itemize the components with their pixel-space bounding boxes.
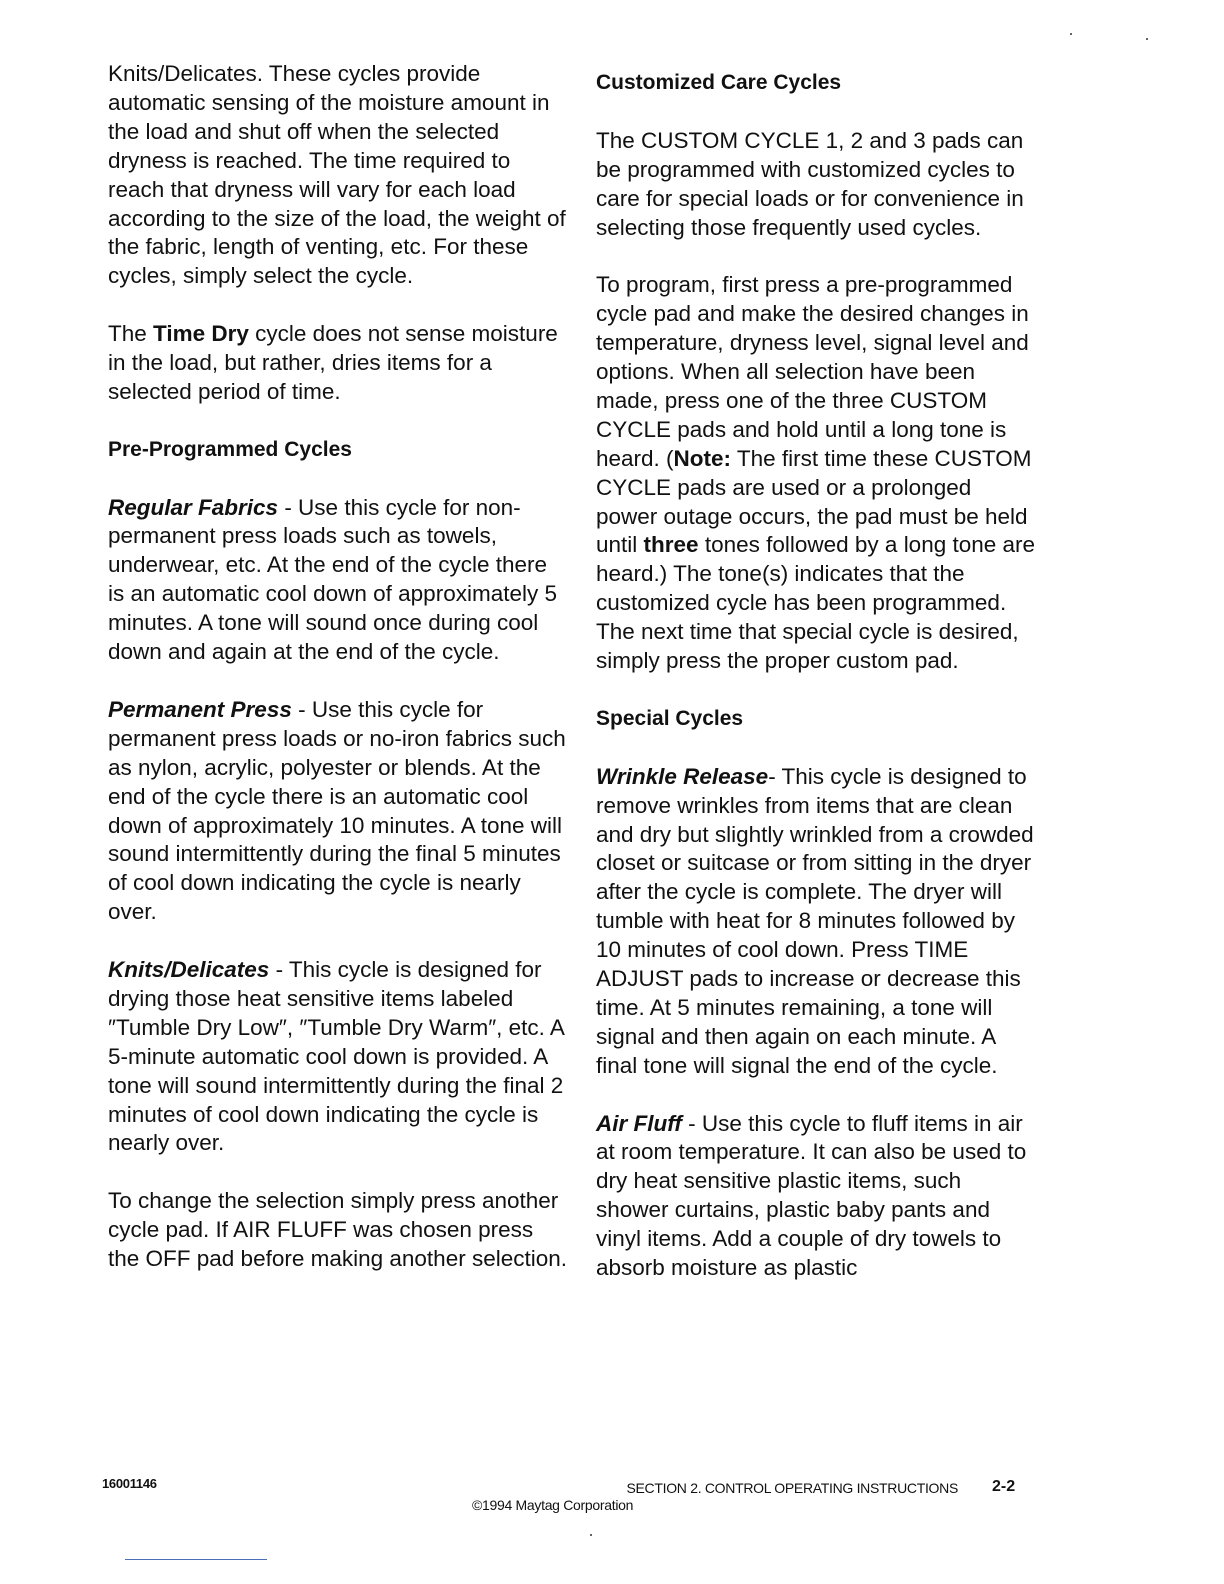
customized-care-heading: Customized Care Cycles bbox=[596, 71, 842, 94]
wrinkle-release-paragraph bbox=[596, 763, 1036, 1081]
time-dry-paragraph bbox=[108, 320, 568, 407]
air-fluff-term: Air Fluff bbox=[596, 1110, 682, 1136]
permanent-press-text: - Use this cycle for permanent press loads or no-iron fabrics such as nylon, acrylic, polyester or blends. At the end of the cycle there is an automatic cool down of approximately 10 minutes. A tone will sound intermittently during the final 5 minutes of cool down indicating the cycle is nearly over. bbox=[108, 696, 566, 925]
section-title: SECTION 2. CONTROL OPERATING INSTRUCTIONS bbox=[626, 1480, 958, 1496]
custom-cycle-paragraph: The CUSTOM CYCLE 1, 2 and 3 pads can be programmed with customized cycles to care for special loads or for convenience in selecting those frequently used cycles. bbox=[596, 127, 1024, 240]
intro-paragraph: Knits/Delicates. These cycles provide automatic sensing of the moisture amount in the load and shut off when the selected dryness is reached. The time required to reach that dryness will vary for each load according to the size of the load, the weight of the fabric, length of venting, etc. For these cycles, simply select the cycle. bbox=[108, 61, 566, 289]
knits-delicates-text: - This cycle is designed for drying those heat sensitive items labeled ″Tumble Dry Low″, ″Tumble Dry Warm″, etc. A 5-minute automatic cool down is provided. A tone will sound intermittently during the final 2 minutes of cool down indicating the cycle is nearly over. bbox=[108, 957, 564, 1156]
program-text-a: To program, first press a pre-programmed cycle pad and make the desired changes in temperature, dryness level, signal level and options. When all selection have been made, press one of the three CUSTOM CYCLE pads and hold until a long tone is heard. ( bbox=[596, 272, 1029, 471]
wrinkle-release-text: - This cycle is designed to remove wrinkles from items that are clean and dry but slightly wrinkled from a crowded closet or suitcase or from sitting in the dryer after the cycle is complete. The dryer will tumble with heat for 8 minutes followed by 10 minutes of cool down. Press TIME ADJUST pads to increase or decrease this time. At 5 minutes remaining, a tone will signal and then again on each minute. A final tone will signal the end of the cycle. bbox=[596, 763, 1034, 1078]
wrinkle-release-term: Wrinkle Release bbox=[596, 763, 769, 789]
air-fluff-paragraph bbox=[596, 1110, 1036, 1283]
permanent-press-term: Permanent Press bbox=[108, 696, 292, 722]
page-number: 2-2 bbox=[992, 1478, 1016, 1495]
three-emphasis: three bbox=[643, 532, 699, 558]
special-cycles-heading: Special Cycles bbox=[596, 706, 744, 730]
scan-speck bbox=[590, 1534, 592, 1536]
copyright-notice: ©1994 Maytag Corporation bbox=[472, 1497, 634, 1513]
regular-fabrics-text: - Use this cycle for non-permanent press loads such as towels, underwear, etc. At the end of the cycle there is an automatic cool down of approximately 5 minutes. A tone will sound once during cool down and again at the end of the cycle. bbox=[108, 494, 557, 665]
air-fluff-text: - Use this cycle to fluff items in air at room temperature. It can also be used to dry heat sensitive plastic items, such shower curtains, plastic baby pants and vinyl items. Add a couple of dry towels to absorb moisture as plastic bbox=[596, 1110, 1027, 1281]
time-dry-term: Time Dry bbox=[153, 321, 249, 347]
regular-fabrics-paragraph bbox=[108, 494, 568, 667]
program-paragraph bbox=[596, 271, 1036, 676]
permanent-press-paragraph bbox=[108, 696, 568, 927]
pre-programmed-heading: Pre-Programmed Cycles bbox=[108, 437, 352, 461]
scan-speck bbox=[1070, 33, 1072, 35]
left-column bbox=[108, 60, 568, 1303]
change-selection-paragraph: To change the selection simply press another cycle pad. If AIR FLUFF was chosen press the OFF pad before making another selection. bbox=[108, 1188, 568, 1272]
document-id: 16001146 bbox=[102, 1476, 157, 1491]
time-dry-text: cycle does not sense moisture in the load, but rather, dries items for a selected period of time. bbox=[108, 321, 558, 404]
right-column bbox=[596, 60, 1036, 1312]
scan-speck bbox=[1146, 38, 1148, 40]
scan-edge-line bbox=[125, 1559, 267, 1560]
time-dry-pre: The bbox=[108, 321, 154, 347]
regular-fabrics-term: Regular Fabrics bbox=[108, 494, 279, 520]
program-text-b: The first time these CUSTOM CYCLE pads are used or a prolonged power outage occurs, the pad must be held until bbox=[596, 445, 1032, 558]
note-label: Note: bbox=[673, 445, 732, 471]
knits-delicates-paragraph bbox=[108, 956, 568, 1158]
knits-delicates-term: Knits/Delicates bbox=[108, 957, 270, 983]
program-text-c: tones followed by a long tone are heard.) The tone(s) indicates that the customized cycle has been programmed. The next time that special cycle is desired, simply press the proper custom pad. bbox=[596, 532, 1036, 674]
